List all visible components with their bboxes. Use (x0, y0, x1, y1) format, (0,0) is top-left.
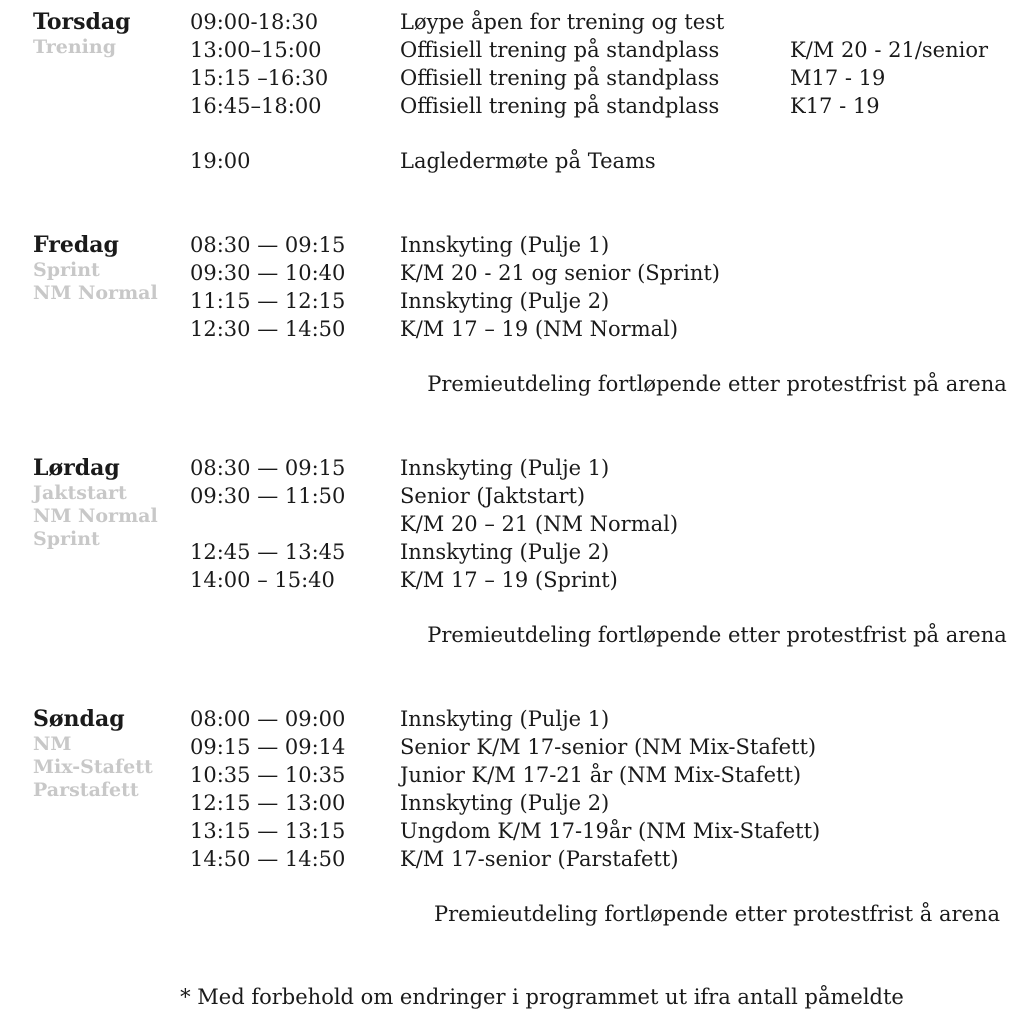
schedule-row (190, 36, 1024, 64)
day-heading: Torsdag (33, 9, 131, 35)
day-column-sondag (33, 705, 189, 802)
row-event: K/M 17-senior (Parstafett) (400, 847, 679, 871)
schedule-row (190, 231, 1024, 259)
prize-ceremony-note: Premieutdeling fortløpende etter protestfrist å arena (433, 902, 1001, 926)
day-category: Sprint (33, 528, 100, 550)
section-sondag (0, 705, 1024, 928)
row-class: K/M 20 - 21/senior (790, 38, 989, 62)
row-event: Junior K/M 17-21 år (NM Mix-Stafett) (400, 763, 802, 787)
row-event: Løype åpen for trening og test (400, 10, 725, 34)
schedule-row (190, 8, 1024, 36)
row-time: 15:15 –16:30 (190, 66, 329, 90)
schedule-row (190, 789, 1024, 817)
day-category: NM Normal (33, 505, 158, 527)
day-category: Sprint (33, 259, 100, 281)
day-column-lordag (33, 454, 189, 551)
schedule-row (190, 510, 1024, 538)
row-time: 14:50 — 14:50 (190, 847, 346, 871)
day-heading: Fredag (33, 232, 119, 258)
day-category: NM (33, 733, 72, 755)
prize-ceremony-note: Premieutdeling fortløpende etter protestfrist på arena (427, 372, 1007, 396)
day-category: Jaktstart (33, 482, 127, 504)
row-time: 13:00–15:00 (190, 38, 322, 62)
prize-ceremony-note: Premieutdeling fortløpende etter protestfrist på arena (427, 623, 1007, 647)
schedule-row (190, 92, 1024, 120)
row-time: 09:30 — 11:50 (190, 484, 346, 508)
schedule-row (190, 259, 1024, 287)
row-event: Offisiell trening på standplass (400, 94, 720, 118)
schedule-row (190, 817, 1024, 845)
schedule-row (190, 566, 1024, 594)
row-event: Lagledermøte på Teams (400, 149, 656, 173)
row-time: 10:35 — 10:35 (190, 763, 346, 787)
row-event: Offisiell trening på standplass (400, 66, 720, 90)
section-fredag (0, 231, 1024, 398)
row-event: Offisiell trening på standplass (400, 38, 720, 62)
schedule-row (190, 845, 1024, 873)
schedule-row (190, 761, 1024, 789)
section-lordag (0, 454, 1024, 649)
row-event: Innskyting (Pulje 2) (400, 289, 610, 313)
row-event: Innskyting (Pulje 1) (400, 456, 610, 480)
row-time: 19:00 (190, 149, 251, 173)
day-column-torsdag (33, 8, 189, 59)
row-event: Senior (Jaktstart) (400, 484, 586, 508)
day-category: Trening (33, 36, 116, 58)
schedule-row (190, 538, 1024, 566)
schedule-row (190, 454, 1024, 482)
row-time: 09:30 — 10:40 (190, 261, 346, 285)
schedule-row (190, 733, 1024, 761)
row-event: Innskyting (Pulje 1) (400, 707, 610, 731)
schedule-row (190, 147, 1024, 175)
day-heading: Søndag (33, 706, 125, 732)
day-heading: Lørdag (33, 455, 120, 481)
row-event: Senior K/M 17-senior (NM Mix-Stafett) (400, 735, 817, 759)
schedule-row (190, 705, 1024, 733)
row-event: K/M 20 – 21 (NM Normal) (400, 512, 679, 536)
day-column-fredag (33, 231, 189, 305)
row-event: Innskyting (Pulje 2) (400, 791, 610, 815)
footnote: * Med forbehold om endringer i programmet ut ifra antall påmeldte (180, 985, 904, 1009)
schedule-row (190, 287, 1024, 315)
row-class: M17 - 19 (790, 66, 886, 90)
row-time: 14:00 – 15:40 (190, 568, 335, 592)
day-category: Mix-Stafett (33, 756, 153, 778)
day-category: Parstafett (33, 779, 139, 801)
row-time: 09:00-18:30 (190, 10, 319, 34)
row-class: K17 - 19 (790, 94, 880, 118)
row-time: 13:15 — 13:15 (190, 819, 346, 843)
row-event: Ungdom K/M 17-19år (NM Mix-Stafett) (400, 819, 821, 843)
schedule-row (190, 64, 1024, 92)
section-torsdag (0, 8, 1024, 175)
row-event: K/M 17 – 19 (Sprint) (400, 568, 618, 592)
row-time: 12:45 — 13:45 (190, 540, 346, 564)
row-time: 09:15 — 09:14 (190, 735, 346, 759)
day-category: NM Normal (33, 282, 158, 304)
row-event: Innskyting (Pulje 1) (400, 233, 610, 257)
row-time: 08:30 — 09:15 (190, 456, 346, 480)
row-event: K/M 20 - 21 og senior (Sprint) (400, 261, 721, 285)
row-time: 12:15 — 13:00 (190, 791, 346, 815)
schedule-row (190, 315, 1024, 343)
row-time: 16:45–18:00 (190, 94, 322, 118)
row-time: 08:00 — 09:00 (190, 707, 346, 731)
row-time: 11:15 — 12:15 (190, 289, 346, 313)
schedule-row (190, 482, 1024, 510)
row-time: 12:30 — 14:50 (190, 317, 346, 341)
row-event: Innskyting (Pulje 2) (400, 540, 610, 564)
row-time: 08:30 — 09:15 (190, 233, 346, 257)
row-event: K/M 17 – 19 (NM Normal) (400, 317, 679, 341)
